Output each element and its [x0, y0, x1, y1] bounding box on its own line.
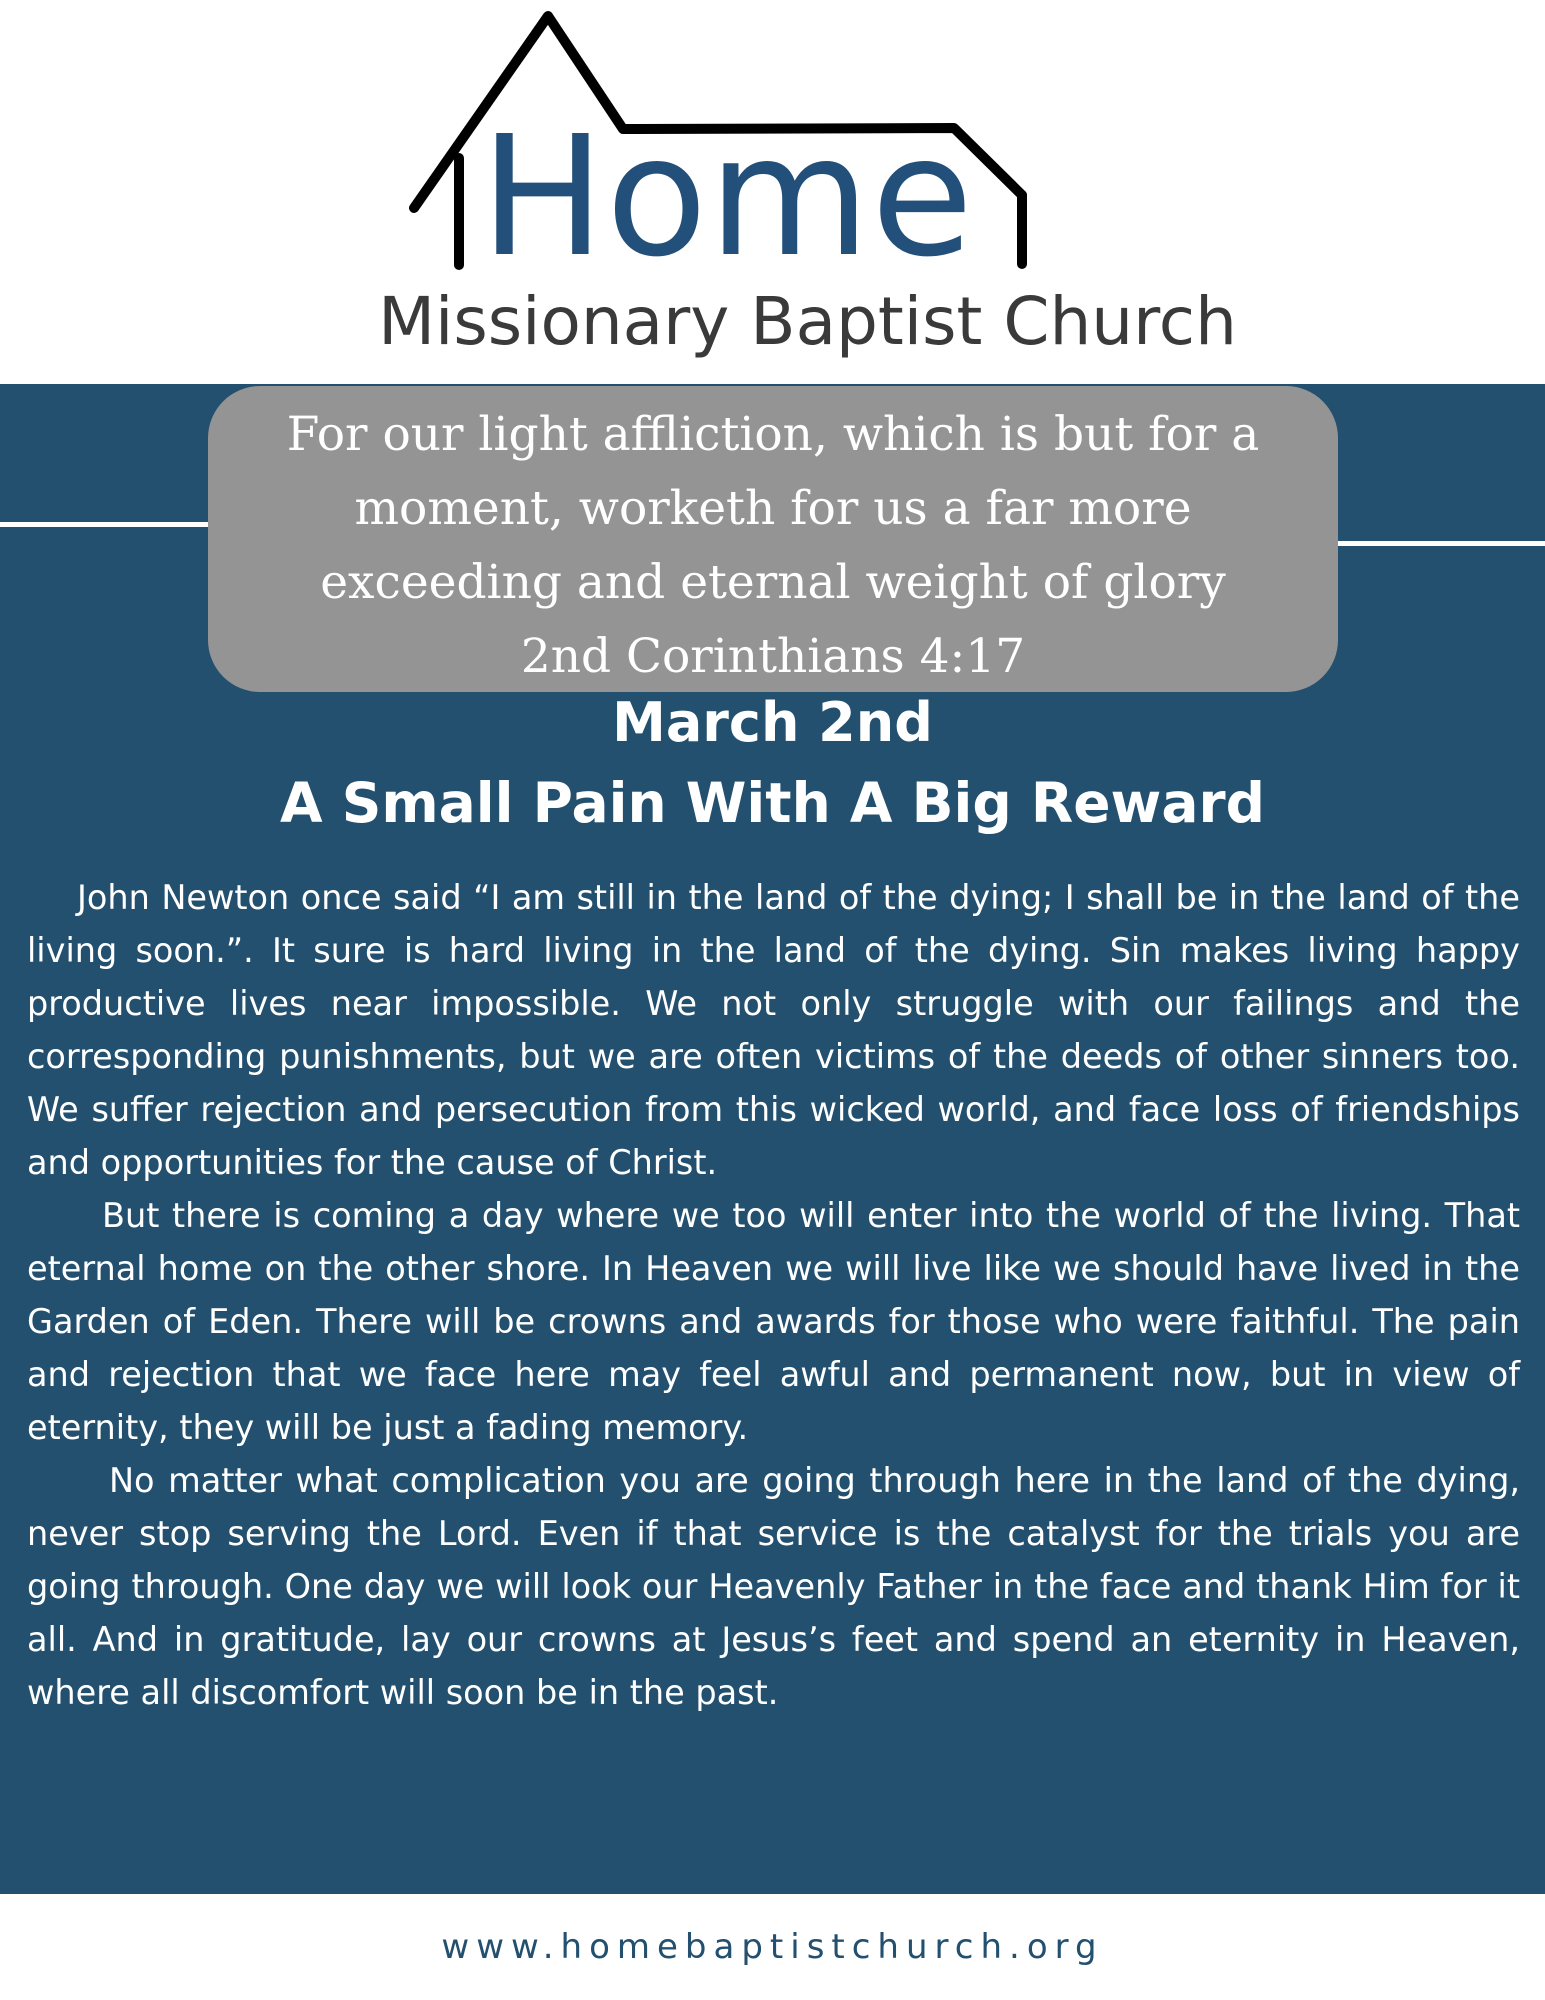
verse-line: For our light affliction, which is but for a [286, 407, 1260, 462]
body-paragraph: No matter what complication you are going through here in the land of the dying, never stop serving the Lord. Even if that service is the catalyst for the trials you are going through. One day we will look our Heavenly Father in the face and thank Him for it all. And in gratitude, lay our crowns at Jesus’s feet and spend an eternity in Heaven, where all discomfort will soon be in the past. [27, 1461, 1520, 1712]
verse-reference: 2nd Corinthians 4:17 [520, 629, 1026, 684]
verse-line: exceeding and eternal weight of glory [320, 555, 1226, 610]
verse-text [208, 398, 1338, 694]
devotional-title: A Small Pain With A Big Reward [280, 771, 1265, 835]
body-paragraph: John Newton once said “I am still in the land of the dying; I shall be in the land of the living soon.”. It sure is hard living in the land of the dying. Sin makes living happy productive lives near impossible. We not only struggle with our failings and the corresponding punishments, but we are often victims of the deeds of other sinners too. We suffer rejection and persecution from this wicked world, and face loss of friendships and opportunities for the cause of Christ. [27, 878, 1520, 1182]
verse-line: moment, worketh for us a far more [354, 481, 1192, 536]
devotional-body [27, 871, 1520, 1719]
divider-left [0, 522, 210, 527]
divider-right [1335, 541, 1545, 546]
body-paragraph: But there is coming a day where we too will enter into the world of the living. That eternal home on the other shore. In Heaven we will live like we should have lived in the Garden of Eden. There will be crowns and awards for those who were faithful. The pain and rejection that we face here may feel awful and permanent now, but in view of eternity, they will be just a fading memory. [27, 1196, 1520, 1447]
logo-wordmark: Home [480, 101, 975, 294]
website-link[interactable]: www.homebaptistchurch.org [441, 1927, 1104, 1967]
devotional-date: March 2nd [612, 691, 933, 754]
logo-subtitle: Missionary Baptist Church [378, 283, 1237, 360]
